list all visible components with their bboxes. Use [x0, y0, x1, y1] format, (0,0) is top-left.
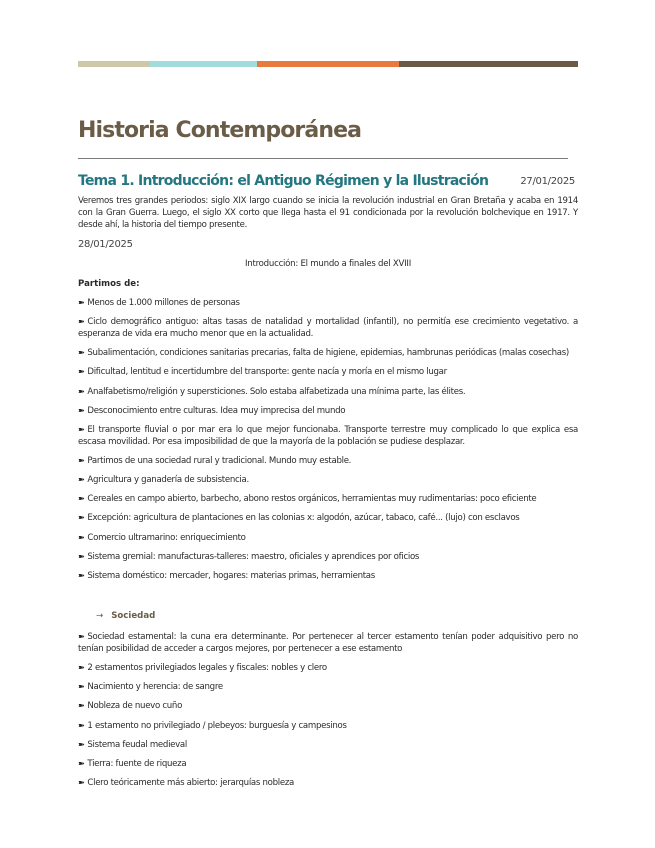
list-item-text: Cereales en campo abierto, barbecho, abono restos orgánicos, herramientas muy rudimentarias: poco eficiente — [87, 494, 537, 505]
list-item-text: Tierra: fuente de riqueza — [87, 758, 187, 769]
sociedad-label: Sociedad — [111, 611, 156, 621]
bullet-arrow-icon: ➽ — [78, 632, 85, 641]
list-item — [78, 366, 578, 379]
list-item — [78, 297, 578, 310]
bullet-arrow-icon: ➽ — [78, 758, 85, 768]
list-item — [78, 700, 578, 713]
list-item-text: Sistema feudal medieval — [87, 739, 187, 750]
document-title: Historia Contemporánea — [78, 118, 362, 143]
intro-paragraph: Veremos tres grandes periodos: siglo XIX largo cuando se inicia la revolución industrial en Gran Bretaña y acaba en 1914 con la Gran Guerra. Luego, el siglo XX corto que llega hasta el 91 condicionada por la revolución bolchevique en 1917. Y desde ahí, la historia del tiempo presente. — [78, 196, 578, 231]
list-item-text: 1 estamento no privilegiado / plebeyos: burguesía y campesinos — [87, 720, 347, 731]
bullet-arrow-icon: ➽ — [78, 348, 85, 358]
list-item-text: Menos de 1.000 millones de personas — [87, 298, 240, 308]
bullet-arrow-icon: ➽ — [78, 455, 85, 465]
list-item-text: 2 estamentos privilegiados legales y fiscales: nobles y clero — [87, 662, 327, 673]
bullet-arrow-icon: ➽ — [78, 682, 85, 692]
list-item-text: Subalimentación, condiciones sanitarias precarias, falta de higiene, epidemias, hambrunas periódicas (malas cosechas) — [87, 348, 569, 359]
list-item — [78, 570, 578, 583]
bullet-arrow-icon: ➽ — [78, 739, 85, 749]
list-item — [78, 631, 578, 656]
list-item-text: Comercio ultramarino: enriquecimiento — [87, 532, 246, 543]
list-item — [78, 758, 578, 771]
sociedad-heading — [96, 611, 155, 621]
color-bar-segment — [150, 61, 257, 67]
sociedad-bullet-list — [78, 631, 578, 796]
bullet-arrow-icon: ➽ — [78, 662, 85, 672]
list-item-text: El transporte fluvial o por mar era lo que mejor funcionaba. Transporte terrestre muy complicado lo que explica esa escasa movilidad. Por esa imposibilidad de que la mayoría de la población se pudiese desplazar. — [78, 424, 578, 447]
list-item — [78, 493, 578, 506]
list-item-text: Ciclo demográfico antiguo: altas tasas de natalidad y mortalidad (infantil), no permitía ese crecimiento vegetativo. a esperanza de vida era mucho menor que en la actualidad. — [78, 317, 578, 339]
list-item — [78, 720, 578, 733]
lecture-date: 28/01/2025 — [78, 239, 133, 250]
list-item-text: Partimos de una sociedad rural y tradicional. Mundo muy estable. — [87, 455, 352, 466]
list-item-text: Sociedad estamental: la cuna era determinante. Por pertenecer al tercer estamento tenían poder adquisitivo pero no tenían posibilidad de acceder a cargos mejores, por pertenecer a ese estamento — [78, 632, 578, 654]
list-item — [78, 455, 578, 468]
section-title: Tema 1. Introducción: el Antiguo Régimen y la Ilustración — [78, 173, 489, 189]
list-item-text: Excepción: agricultura de plantaciones en las colonias x: algodón, azúcar, tabaco, café... (lujo) con esclavos — [87, 513, 520, 524]
list-item-text: Nobleza de nuevo cuño — [87, 701, 183, 712]
bullet-arrow-icon: ➽ — [78, 720, 85, 730]
bullet-arrow-icon: ➽ — [78, 778, 85, 788]
list-item — [78, 405, 578, 418]
color-bar-segment — [257, 61, 399, 67]
bullet-arrow-icon: ➽ — [78, 317, 85, 327]
list-item-text: Clero teóricamente más abierto: jerarquías nobleza — [87, 778, 294, 789]
list-item-text: Agricultura y ganadería de subsistencia. — [87, 475, 249, 486]
list-item — [78, 474, 578, 487]
arrow-right-icon: → — [96, 611, 104, 621]
bullet-arrow-icon: ➽ — [78, 475, 85, 485]
bullet-arrow-icon: ➽ — [78, 405, 85, 415]
list-item-text: Desconocimiento entre culturas. Idea muy imprecisa del mundo — [87, 405, 346, 416]
bullet-arrow-icon: ➽ — [78, 494, 85, 504]
list-item-text: Dificultad, lentitud e incertidumbre del transporte: gente nacía y moría en el mismo lugar — [87, 367, 447, 378]
bullet-arrow-icon: ➽ — [78, 701, 85, 711]
list-item — [78, 512, 578, 525]
list-item — [78, 316, 578, 341]
list-item — [78, 739, 578, 752]
title-divider — [78, 158, 568, 159]
partimos-label: Partimos de: — [78, 279, 140, 289]
list-item-text: Sistema doméstico: mercader, hogares: materias primas, herramientas — [87, 571, 375, 582]
list-item-text: Sistema gremial: manufacturas-talleres: maestro, oficiales y aprendices por oficios — [87, 551, 420, 562]
bullet-arrow-icon: ➽ — [78, 298, 85, 307]
bullet-arrow-icon: ➽ — [78, 513, 85, 523]
bullet-arrow-icon: ➽ — [78, 424, 85, 434]
list-item — [78, 662, 578, 675]
color-bar-segment — [78, 61, 150, 67]
bullet-arrow-icon: ➽ — [78, 532, 85, 542]
list-item — [78, 777, 578, 790]
bullet-list — [78, 297, 578, 589]
bullet-arrow-icon: ➽ — [78, 551, 85, 561]
list-item-text: Analfabetismo/religión y supersticiones. Solo estaba alfabetizada una mínima parte, las élites. — [87, 386, 466, 397]
bullet-arrow-icon: ➽ — [78, 386, 85, 396]
color-bar-segment — [399, 61, 578, 67]
list-item-text: Nacimiento y herencia: de sangre — [87, 682, 223, 693]
section-header — [78, 173, 575, 193]
list-item — [78, 681, 578, 694]
subheading: Introducción: El mundo a finales del XVIII — [244, 259, 412, 269]
bullet-arrow-icon: ➽ — [78, 571, 85, 581]
list-item — [78, 386, 578, 399]
list-item — [78, 424, 578, 449]
list-item — [78, 347, 578, 360]
decorative-color-bar — [78, 61, 578, 67]
list-item — [78, 551, 578, 564]
section-date: 27/01/2025 — [520, 176, 575, 187]
bullet-arrow-icon: ➽ — [78, 367, 85, 377]
list-item — [78, 532, 578, 545]
